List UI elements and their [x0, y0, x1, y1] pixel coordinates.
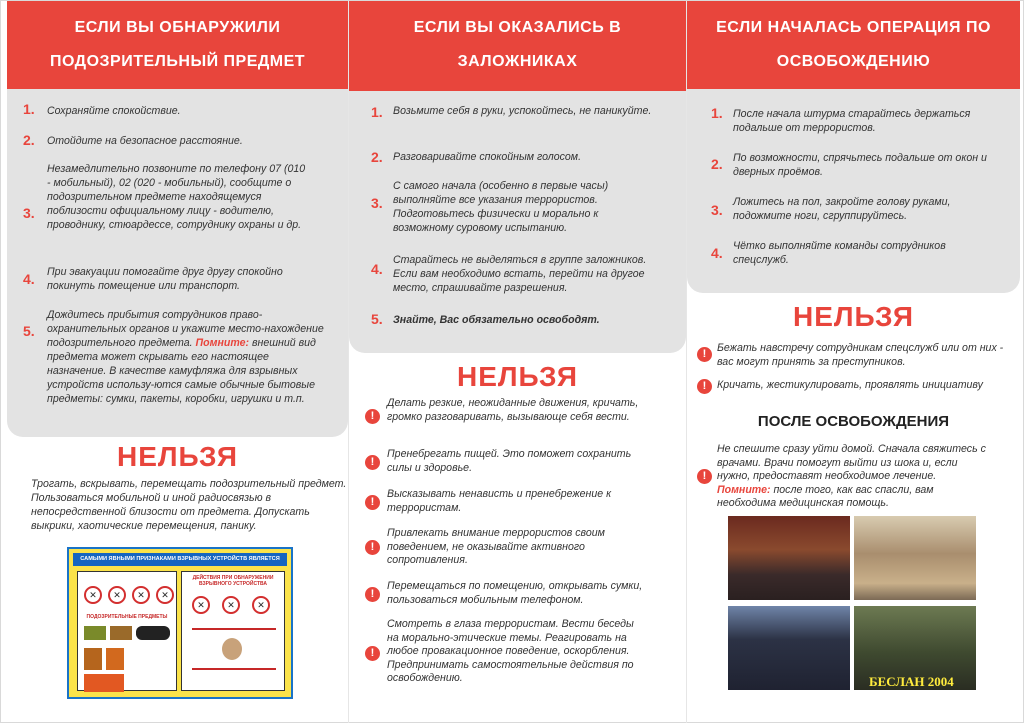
column-suspicious-object [7, 1, 348, 723]
step-text: Знайте, Вас обязательно освободят. [393, 314, 600, 326]
luggage-icon [84, 674, 124, 692]
step-text: Старайтесь не выделяться в группе заложников. Если вам необходимо встать, перейти на другое место, спрашивайте разрешения. [393, 254, 647, 294]
exclamation-icon: ! [697, 469, 712, 484]
step-number: 3. [711, 202, 723, 218]
step-number: 4. [23, 271, 35, 287]
forbidden-item: Делать резкие, неожиданные движения, кричать, громко разговаривать, вызывающе себя вести. [387, 397, 639, 423]
forbidden-item: Привлекать внимание террористов своим поведением, не оказывайте активного сопротивления. [387, 527, 605, 566]
poster-left-panel [77, 571, 177, 691]
step-number: 2. [23, 132, 35, 148]
step-text: Дождитесь прибытия сотрудников право-охранительных органов и укажите место-нахождение подозрительного предмета. Помните: внешний вид предмета может скрывать его настоящее назначение. В качестве камуфляжа для взрывных устройств использу-ются самые обычные бытовые предметы: сумки, пакеты, коробки, игрушки и т.п. [47, 309, 324, 405]
no-phone-icon: ✕ [192, 596, 210, 614]
column-header: ЕСЛИ ВЫ ОКАЗАЛИСЬ В ЗАЛОЖНИКАХ [349, 1, 686, 91]
forbidden-item: Высказывать ненависть и пренебрежение к террористам. [387, 488, 612, 514]
step-number: 3. [371, 195, 383, 211]
warning-icon: ✕ [108, 586, 126, 604]
step-number: 4. [711, 245, 723, 261]
step-number: 1. [23, 101, 35, 117]
note-label: Помните: [717, 483, 771, 496]
exclamation-icon: ! [697, 347, 712, 362]
divider [192, 628, 276, 630]
forbidden-item: Перемещаться по помещению, открывать сумки, пользоваться мобильным телефоном. [387, 580, 643, 606]
no-touch-icon: ✕ [222, 596, 240, 614]
step-text: Чётко выполняйте команды сотрудников спецслужб. [733, 240, 946, 266]
rescue-photo [854, 516, 976, 600]
step-text: По возможности, спрячьтесь подальше от окон и дверных проёмов. [733, 152, 987, 178]
forbidden-item: Кричать, жестикулировать, проявлять инициативу [717, 379, 983, 391]
exclamation-icon: ! [365, 540, 380, 555]
divider [192, 668, 276, 670]
step-number: 5. [371, 311, 383, 327]
note-label: Помните: [195, 337, 250, 349]
note-text: после того, как вас спасли, вам необходима медицинская помощь. [717, 483, 934, 509]
step-number: 1. [711, 105, 723, 121]
no-fire-icon: ✕ [252, 596, 270, 614]
forbidden-item: Бежать навстречу сотрудникам спецслужб или от них - вас могут принять за преступников. [717, 342, 1004, 368]
exclamation-icon: ! [697, 379, 712, 394]
forbidden-heading: НЕЛЬЗЯ [793, 301, 914, 332]
photo-caption: БЕСЛАН 2004 [869, 674, 954, 689]
step-number: 5. [23, 323, 35, 339]
step-number: 3. [23, 205, 35, 221]
special-forces-photo [728, 606, 850, 690]
poster-left-heading: ПОДОЗРИТЕЛЬНЫЕ ПРЕДМЕТЫ [86, 614, 168, 620]
exclamation-icon: ! [365, 587, 380, 602]
step-text: Отойдите на безопасное расстояние. [47, 135, 243, 147]
exclamation-icon: ! [365, 455, 380, 470]
after-release-text: Не спешите сразу уйти домой. Сначала свяжитесь с врачами. Врачи помогут выйти из шока и, если нужно, предоставят необходимое лечение. Помните: после того, как вас спасли, вам необходима медицинская помощь. [717, 443, 986, 509]
step-text: При эвакуации помогайте друг другу спокойно покинуть помещение или транспорт. [47, 266, 283, 292]
bag-icon [84, 626, 106, 640]
step-text: Незамедлительно позвоните по телефону 07 (010 - мобильный), 02 (020 - мобильный), сообщите о подозрительном предмете находящемуся поблизости официальному лицу - водителю, проводнику, стюардессе, сотруднику охраны и др. [47, 163, 306, 231]
warning-icon: ✕ [84, 586, 102, 604]
column-header: ЕСЛИ НАЧАЛАСЬ ОПЕРАЦИЯ ПО ОСВОБОЖДЕНИЮ [687, 1, 1020, 89]
warning-icon: ✕ [132, 586, 150, 604]
package-icon [106, 648, 124, 670]
poster-title: САМЫМИ ЯВНЫМИ ПРИЗНАКАМИ ВЗРЫВНЫХ УСТРОЙСТВ ЯВЛЯЕТСЯ [73, 553, 287, 566]
car-icon [136, 626, 170, 640]
person-icon [222, 638, 242, 660]
step-text: Сохраняйте спокойствие. [47, 105, 181, 117]
forbidden-item: Смотреть в глаза террористам. Вести беседы на морально-этические темы. Реагировать на любое провакационное поведение, оскорбления. Предпринимать самостоятельные действия по освобождению. [387, 618, 634, 684]
note-text: внешний вид предмета может скрывать его настоящее назначение. В качестве камуфляжа для взрывных устройств использу-ются самые обычные бытовые предметы: сумки, пакеты, коробки, игрушки и т.п. [47, 337, 316, 405]
poster-right-panel [181, 571, 285, 691]
poster-right-heading: ДЕЙСТВИЯ ПРИ ОБНАРУЖЕНИИ ВЗРЫВНОГО УСТРОЙСТВА [192, 575, 274, 587]
exclamation-icon: ! [365, 409, 380, 424]
step-text: После начала штурма старайтесь держаться подальше от террористов. [733, 108, 971, 134]
step-text: С самого начала (особенно в первые часы) выполняйте все указания террористов. Подготовьтесь физически и морально к возможному суровому испытанию. [393, 180, 609, 234]
exclamation-icon: ! [365, 646, 380, 661]
column-header: ЕСЛИ ВЫ ОБНАРУЖИЛИ ПОДОЗРИТЕЛЬНЫЙ ПРЕДМЕТ [7, 1, 348, 89]
hostage-photo [728, 516, 850, 600]
explosive-signs-poster [67, 547, 293, 699]
forbidden-item: Пренебрегать пищей. Это поможет сохранить силы и здоровье. [387, 448, 632, 474]
column-hostages [348, 1, 686, 723]
box-icon [110, 626, 132, 640]
step-number: 2. [371, 149, 383, 165]
step-number: 4. [371, 261, 383, 277]
after-release-heading: ПОСЛЕ ОСВОБОЖДЕНИЯ [757, 413, 950, 430]
forbidden-heading: НЕЛЬЗЯ [117, 441, 238, 472]
warning-icon: ✕ [156, 586, 174, 604]
suitcase-icon [84, 648, 102, 670]
step-number: 2. [711, 156, 723, 172]
step-text: Разговаривайте спокойным голосом. [393, 151, 582, 163]
exclamation-icon: ! [365, 495, 380, 510]
step-text: Возьмите себя в руки, успокойтесь, не паникуйте. [393, 105, 652, 117]
forbidden-heading: НЕЛЬЗЯ [457, 361, 578, 392]
forbidden-text: Трогать, вскрывать, перемещать подозрительный предмет. Пользоваться мобильной и иной радиосвязью в непосредственной близости от предмета. Допускать выкрики, хаотические перемещения, панику. [31, 478, 347, 532]
step-number: 1. [371, 104, 383, 120]
step-text: Ложитесь на пол, закройте голову руками, подожмите ноги, сгруппируйтесь. [733, 196, 951, 222]
